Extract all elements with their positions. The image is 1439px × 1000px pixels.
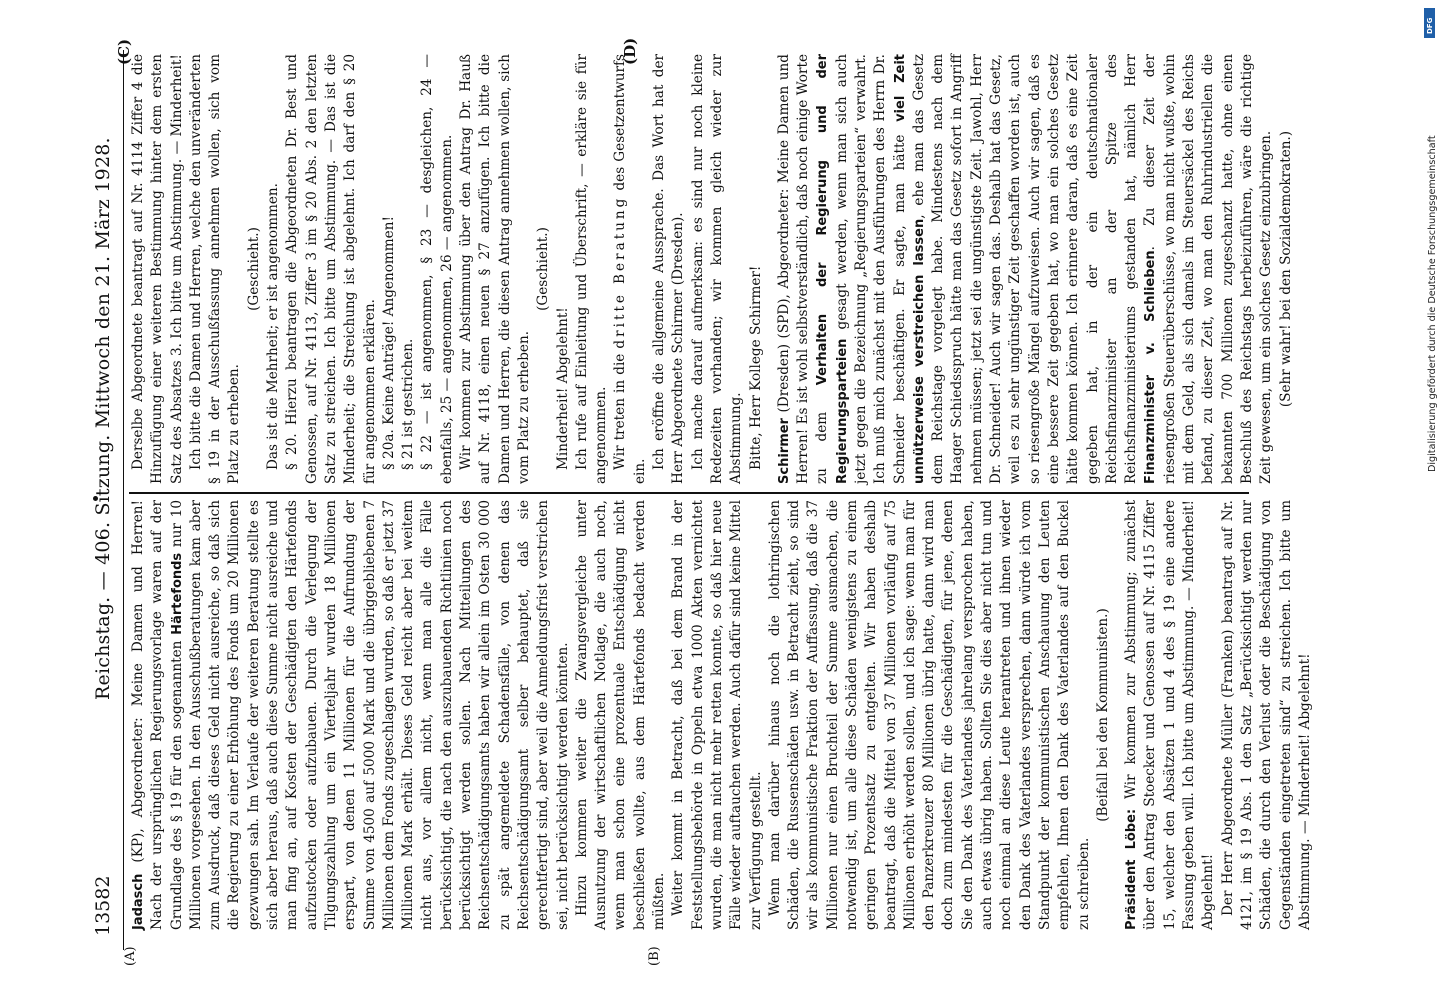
paragraph-text: (Dresden) (SPD), Abgeordneter: Meine Damen und Herren! Es ist wohl selbstverständlich, daß noch einige Worte zu dem [775,54,831,484]
paragraph: § 21 ist gestrichen. [400,338,417,470]
digitization-note [1425,10,1439,490]
paragraph: Ich mache darauf aufmerksam: es sind nur noch kleine Redezeiten vorhanden; wir kommen gleich wieder zur Abstimmung. [689,54,745,484]
interjection: (Geschieht.) [245,227,262,311]
paragraph: Ich eröffne die allgemeine Aussprache. Das Wort hat der Herr Abgeordnete Schirmer (Dresden). [651,54,687,484]
right-column [129,53,1294,484]
margin-marker-a: (A) [123,946,138,966]
paragraph-text: , ehe man das Gesetz dem Reichstage vorgelegt habe. Mindestens nach dem Haager Schiedsspruch hätte man das Gesetz sofort in Angriff nehmen müssen; jetzt sei die ungünstigste Zeit. Jawohl, Herr Dr. Schneider! Auch wir sagen das. Deshalb hat das Gesetz, weil es zu sehr ungünstiger Zeit geschaffen worden ist, auch so riesengroße Mängel aufzuweisen. Auch wir sagen, daß es eine bessere Zeit gegeben hat, wo man ein solches Gesetz hätte kommen können. Ich erinnere daran, daß es eine Zeit gegeben hat, in der ein deutschnationaler Reichsfinanzminister an der Spitze des Reichsfinanzministeriums gestanden hat, nämlich Herr [910,54,1140,484]
paragraph: Ich rufe auf Einleitung und Überschrift, — erkläre sie für angenommen. [573,54,610,484]
running-title: Reichstag. — 406. Sitzung. Mittwoch den 21. März 1928. [92,137,114,700]
bold-term: Verhalten der Regierung und der Regierungsparteien [815,54,850,484]
page-header [87,50,124,950]
bold-term: Finanzminister v. Schlieben [1143,250,1159,484]
digitization-note-text: Digitalisierung gefördert durch die Deutsche Forschungsgemeinschaft [1427,135,1438,472]
paragraph: Wir kommen zur Abstimmung über den Antrag Dr. Hauß auf Nr. 4118, einen neuen § 27 anzufügen. Ich bitte die Damen und Herren, die diesen Antrag annehmen wollen, sich vom Platz zu erheben. [458,54,532,484]
left-column [129,500,1313,930]
paragraph-text: . Zu dieser Zeit der riesengroßen Steuerüberschüsse, wo man nicht wußte, wohin mit dem Geld, als sich damals im Steuersäckel des Reichs befand, zu dieser Zeit, wo man den Ruhrindustriellen die bekannten 700 Millionen zugeschanzt hatte, ohne einen Beschluß des Reichstags herbeizuführen, wäre die richtige Zeit gewesen, um ein solches Gesetz einzubringen. [1142,54,1275,484]
paragraph-text: Wir kommen zur Abstimmung; zunächst über den Antrag Stoecker und Genossen auf Nr. 4115 Ziffer 15, welcher den Absätzen 1 und 4 des § 19 eine andere Fassung geben will. Ich bitte um Abstimmung. — Minderheit! Abgelehnt! [1123,500,1217,930]
paragraph: § 22 — ist angenommen, § 23 — desgleichen, 24 — ebenfalls, 25 — angenommen, 26 — angenommen. [419,54,455,484]
speaker-name: Schirmer [776,418,792,484]
margin-marker-d: (D) [621,37,639,65]
paragraph: Weiter kommt in Betracht, daß bei dem Brand in der Feststellungsbehörde in Oppeln etwa 1000 Akten vernichtet wurden, die man nicht mehr retten konnte, so daß hier neue Fälle wieder auftauchen werden. Auch dafür sind keine Mittel zur Verfügung gestellt. [670,500,764,930]
bold-term: viel Zeit unnützerweise verstreichen lassen [892,54,927,484]
bold-term: Härtefonds [169,552,185,635]
paragraph-text: nur 10 Millionen vorgesehen. In den Ausschußberatungen kam aber zum Ausdruck, daß dieses Geld nicht ausreiche, so daß sich die Regierung zu einer Erhöhung des Fonds um 20 Millionen gezwungen sah. Im Verlaufe der weiteren Beratung stellte es sich aber heraus, daß auch diese Summe nicht ausreiche und man fing an, auf Kosten der Geschädigten den Härtefonds aufzustocken oder aufzubauen. Durch die Verlegung der Tilgungszahlung um ein Vierteljahr wurden 18 Millionen erspart, von denen 11 Millionen für die Aufrundung der Summe von 4500 auf 5000 Mark und die übriggebliebenen 7 Millionen dem Fonds zugeschlagen wurden, so daß er jetzt 37 Millionen Mark erhält. Dieses Geld reicht aber bei weitem nicht aus, vor allem nicht, wenn man alle die Fälle berücksichtigt, die nach den auszubauenden Richtlinien noch berücksichtigt werden sollen. Nach Mitteilungen des Reichsentschädigungsamts haben wir allein im Osten 30 000 zu spät angemeldete Schadensfälle, von denen das Reichsentschädigungsamt selber behauptet, daß sie gerechtfertigt sind, aber weil die Anmeldungsfrist verstrichen sei, nicht berücksichtigt werden könnten. [168,500,571,930]
margin-marker-c: (C) [115,38,133,65]
paragraph: Das ist die Mehrheit; er ist angenommen. [265,183,282,470]
paragraph-text: gesagt werden, wenn man sich auch jetzt gegen die Bezeichnung „Regierungsparteien“ verwahrt. Ich muß mich zunächst mit den Ausführungen des Herrn Dr. Schneider beschäftigen. Er sagte, man hätte [833,54,908,484]
paragraph-text: des Gesetzentwurfs ein. [612,53,648,484]
paragraph: Bitte, Herr Kollege Schirmer! [747,265,764,470]
paragraph [129,500,573,930]
interjection: (Sehr wahr! bei den Sozialdemokraten.) [1277,130,1294,408]
logo-text: DFG [1426,17,1434,34]
paragraph: Minderheit! Abgelehnt! [554,307,571,470]
paragraph [1122,500,1218,930]
paragraph: Hinzu kommen weiter die Zwangsvergleiche unter Ausnutzung der wirtschaftlichen Notlage, die auch noch, wenn man schon eine prozentuale Entschädigung nicht beschließen wollte, aus dem Härtefonds bedacht werden müßten. [573,500,668,930]
paragraph [775,54,1277,484]
document-page [87,37,1313,966]
paragraph: Ich bitte die Damen und Herren, welche den unveränderten § 19 in der Ausschußfassung annehmen wollen, sich vom Platz zu erheben. [187,54,243,484]
paragraph-text: (KP), Abgeordneter: Meine Damen und Herren! Nach der ursprünglichen Regierungsvorlage waren auf der Grundlage des § 19 für den sogenannten [130,500,185,930]
speaker-name: Jadasch [131,873,146,930]
spaced-term: dritte Beratung [612,195,629,349]
paragraph: Der Herr Abgeordnete Müller (Franken) beantragt auf Nr. 4121, im § 19 Abs. 1 den Satz „Berücksichtigt werden nur Schäden, die durch den Verlust oder die Beschädigung von Gegenständen eingetreten sind“ zu streichen. Ich bitte um Abstimmung. — Minderheit! Abgelehnt! [1219,500,1313,930]
column-divider [129,493,1249,495]
paragraph [611,54,650,484]
paragraph: Wenn man darüber hinaus noch die lothringischen Schäden, die Russenschäden usw. in Betracht zieht, so sind wir als kommunistische Fraktion der Auffassung, daß die 37 Millionen nur einen Bruchteil der Summe ausmachen, die notwendig ist, um alle diese Schäden wenigstens zu einem geringen Prozentsatz zu entgelten. Wir haben deshalb beantragt, daß die Mittel von 37 Millionen vorläufig auf 75 Millionen erhöht werden sollen, und ich sage: wenn man für den Panzerkreuzer 80 Millionen übrig hatte, dann wird man doch zum mindesten für die Geschädigten, für jene, denen Sie den Dank des Vaterlandes jahrelang versprochen haben, auch etwas übrig haben. Sollten Sie dies aber nicht tun und noch einmal an diese Leute herantreten und ihnen wieder den Dank des Vaterlandes versprechen, dann würde ich vom Standpunkt der kommunistischen Anschauung den Leuten empfehlen, Ihnen den Dank des Vaterlandes auf den Buckel zu schreiben. [766,500,1092,930]
margin-marker-b: (B) [647,946,662,966]
interjection: (Geschieht.) [535,227,552,311]
paragraph-text: Wir treten in die [612,348,629,470]
speaker-name: Präsident Löbe: [1124,808,1140,930]
paragraph: § 20a. Keine Anträge! Angenommen! [380,216,397,470]
paragraph: § 20. Hierzu beantragen die Abgeordneten Dr. Best und Genossen, auf Nr. 4113, Ziffer 3 im § 20 Abs. 2 den letzten Satz zu streichen. Ich bitte um Abstimmung. — Das ist die Minderheit; die Streichung ist abgelehnt. Ich darf den § 20 für angenommen erklären. [284,54,378,484]
page-number: 13582 [92,875,114,936]
paragraph: Derselbe Abgeordnete beantragt auf Nr. 4114 Ziffer 4 die Hinzufügung einer weiteren Bestimmung hinter dem ersten Satz des Absatzes 3. Ich bitte um Abstimmung. — Minderheit! [130,54,185,484]
interjection: (Beifall bei den Kommunisten.) [1094,608,1111,822]
